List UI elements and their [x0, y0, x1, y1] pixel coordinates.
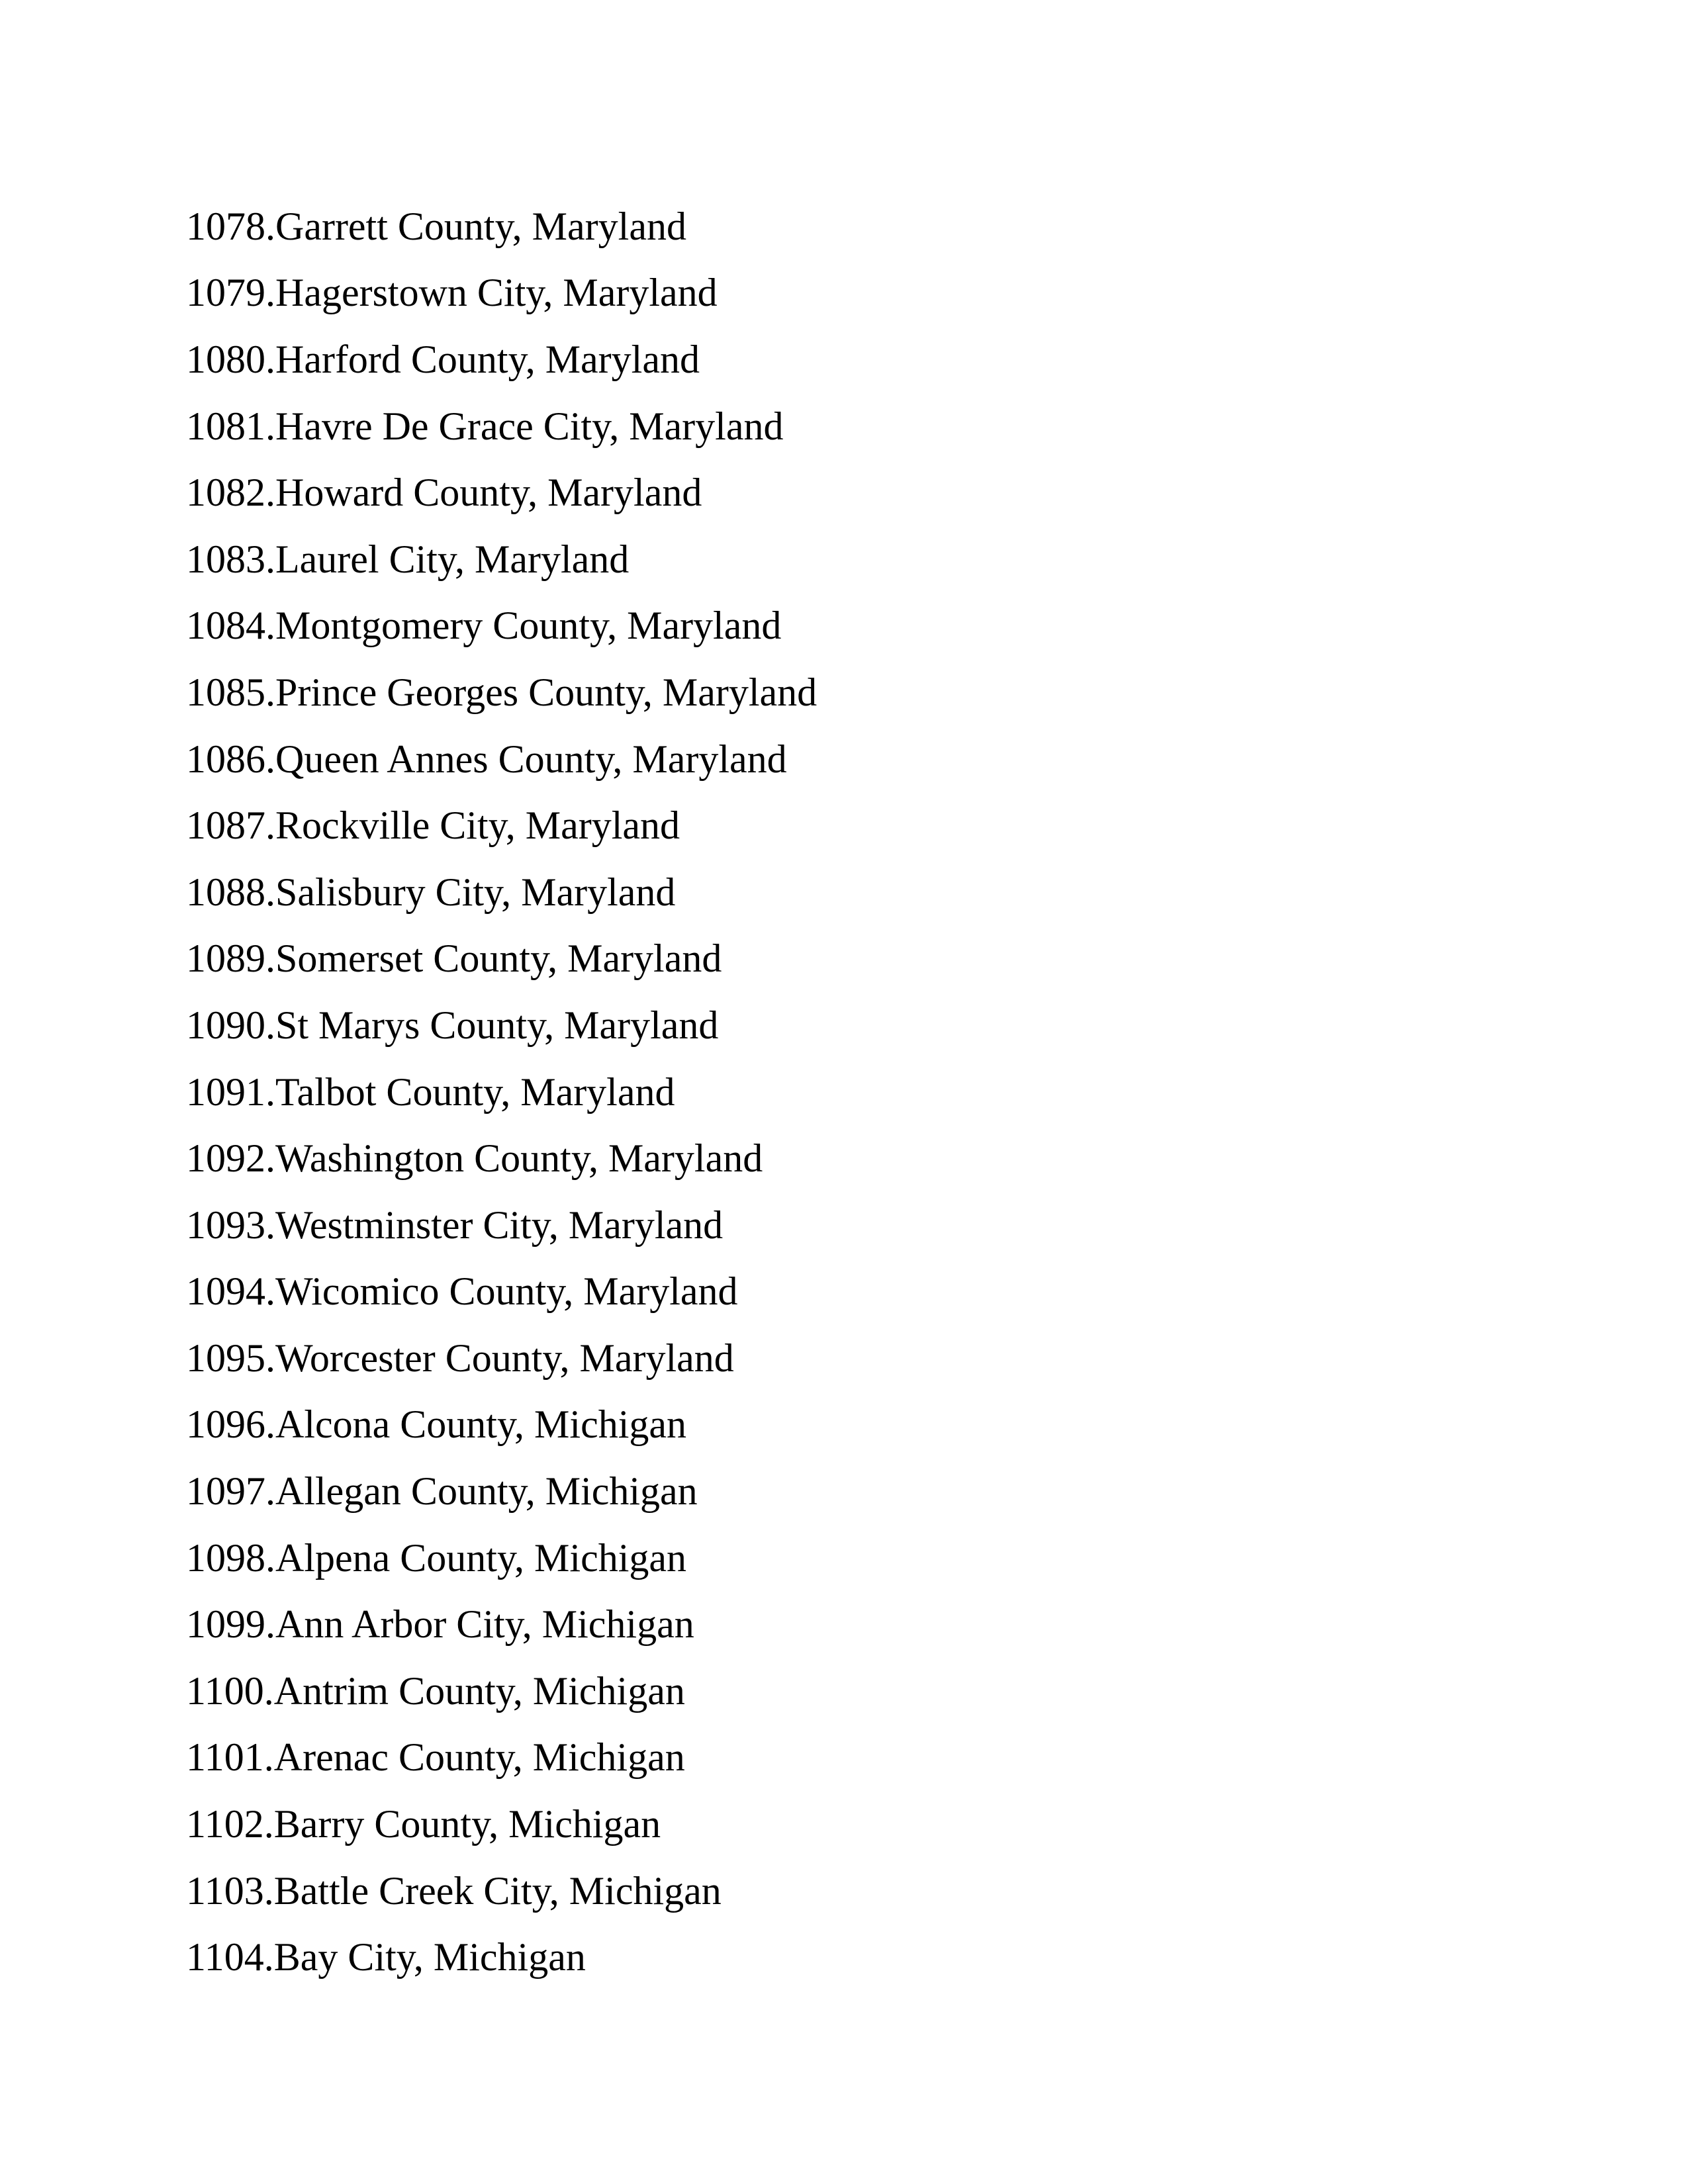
entry-number: 1090.	[186, 1003, 275, 1047]
entry-name: St Marys County, Maryland	[275, 1003, 719, 1047]
entry-number: 1092.	[186, 1136, 275, 1181]
entry-number: 1095.	[186, 1336, 275, 1380]
list-item	[186, 526, 817, 593]
entry-number: 1081.	[186, 404, 275, 448]
list-item	[186, 792, 817, 859]
entry-name: Alcona County, Michigan	[275, 1402, 687, 1447]
entry-name: Barry County, Michigan	[273, 1802, 661, 1846]
list-item	[186, 1458, 817, 1525]
entry-name: Wicomico County, Maryland	[275, 1269, 738, 1314]
jurisdiction-list	[186, 193, 817, 1991]
entry-name: Somerset County, Maryland	[275, 936, 722, 981]
entry-number: 1096.	[186, 1402, 275, 1447]
list-item	[186, 393, 817, 460]
list-item	[186, 1658, 817, 1725]
list-item	[186, 459, 817, 526]
entry-number: 1079.	[186, 271, 275, 315]
entry-name: Ann Arbor City, Michigan	[275, 1602, 694, 1647]
entry-number: 1078.	[186, 204, 275, 248]
entry-number: 1093.	[186, 1203, 275, 1247]
entry-name: Talbot County, Maryland	[275, 1069, 675, 1114]
entry-name: Howard County, Maryland	[275, 471, 702, 515]
list-item	[186, 1059, 817, 1126]
entry-number: 1098.	[186, 1535, 275, 1580]
entry-number: 1102.	[186, 1802, 274, 1846]
entry-number: 1097.	[186, 1469, 275, 1514]
list-item	[186, 1525, 817, 1592]
entry-number: 1084.	[186, 604, 275, 648]
entry-name: Allegan County, Michigan	[275, 1469, 698, 1514]
entry-name: Hagerstown City, Maryland	[275, 271, 718, 315]
entry-name: Westminster City, Maryland	[275, 1203, 724, 1247]
entry-number: 1101.	[186, 1735, 274, 1780]
entry-number: 1087.	[186, 803, 275, 848]
entry-name: Queen Annes County, Maryland	[275, 737, 787, 781]
entry-number: 1100.	[186, 1668, 274, 1713]
entry-number: 1088.	[186, 870, 275, 914]
entry-name: Worcester County, Maryland	[275, 1336, 734, 1380]
entry-name: Laurel City, Maryland	[275, 537, 630, 581]
list-item	[186, 1591, 817, 1658]
entry-number: 1083.	[186, 537, 275, 581]
list-item	[186, 1259, 817, 1326]
entry-name: Alpena County, Michigan	[275, 1535, 687, 1580]
entry-name: Havre De Grace City, Maryland	[275, 404, 784, 448]
list-item	[186, 1858, 817, 1925]
list-item	[186, 326, 817, 393]
entry-name: Rockville City, Maryland	[275, 803, 680, 848]
entry-name: Prince Georges County, Maryland	[275, 670, 818, 714]
list-item	[186, 1791, 817, 1858]
list-item	[186, 1125, 817, 1192]
list-item	[186, 593, 817, 660]
entry-number: 1082.	[186, 471, 275, 515]
list-item	[186, 726, 817, 793]
entry-name: Bay City, Michigan	[273, 1935, 586, 1979]
list-item	[186, 659, 817, 726]
entry-name: Salisbury City, Maryland	[275, 870, 676, 914]
entry-number: 1094.	[186, 1269, 275, 1314]
entry-name: Arenac County, Michigan	[273, 1735, 685, 1780]
entry-number: 1091.	[186, 1069, 275, 1114]
entry-number: 1089.	[186, 936, 275, 981]
entry-number: 1080.	[186, 337, 275, 381]
entry-name: Harford County, Maryland	[275, 337, 700, 381]
list-item	[186, 992, 817, 1059]
entry-number: 1104.	[186, 1935, 274, 1979]
list-item	[186, 859, 817, 926]
list-item	[186, 1325, 817, 1392]
entry-name: Antrim County, Michigan	[273, 1668, 685, 1713]
list-item	[186, 193, 817, 260]
list-item	[186, 1725, 817, 1792]
entry-number: 1103.	[186, 1868, 274, 1913]
list-item	[186, 1924, 817, 1991]
entry-number: 1085.	[186, 670, 275, 714]
entry-name: Battle Creek City, Michigan	[273, 1868, 722, 1913]
list-item	[186, 1392, 817, 1459]
list-item	[186, 926, 817, 993]
entry-name: Garrett County, Maryland	[275, 204, 686, 248]
list-item	[186, 1192, 817, 1259]
entry-number: 1099.	[186, 1602, 275, 1647]
list-item	[186, 260, 817, 327]
entry-name: Washington County, Maryland	[275, 1136, 763, 1181]
entry-number: 1086.	[186, 737, 275, 781]
entry-name: Montgomery County, Maryland	[275, 604, 782, 648]
